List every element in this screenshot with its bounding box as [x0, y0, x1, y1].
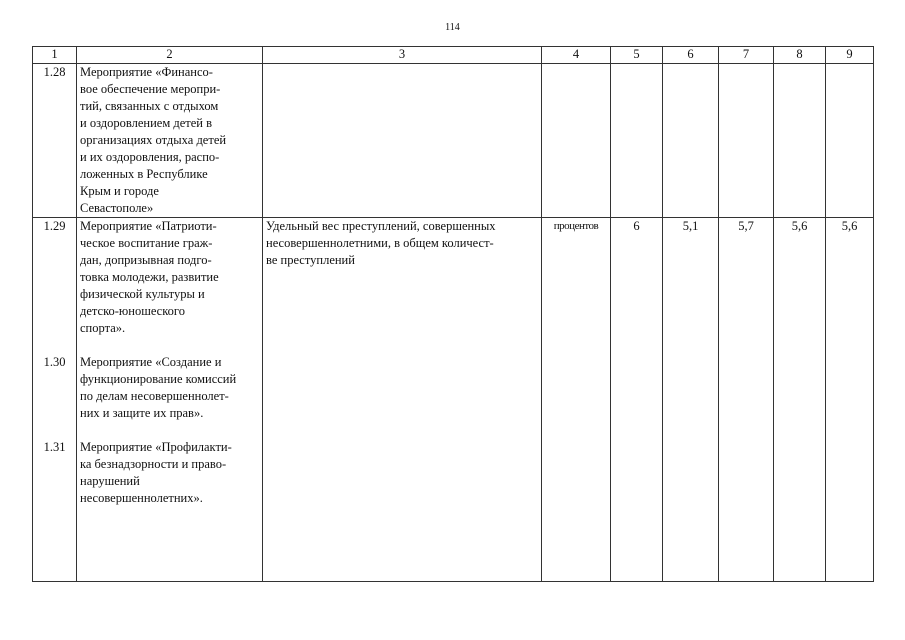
unit-cell: процентов — [542, 218, 611, 582]
row-number: 1.31 — [43, 440, 66, 454]
value-cell-8: 5,6 — [774, 218, 826, 582]
value-cell-9: 5,6 — [826, 218, 874, 582]
indicator-name — [263, 64, 542, 218]
column-header: 5 — [611, 47, 663, 64]
value-cell-8 — [774, 64, 826, 218]
column-header: 7 — [719, 47, 774, 64]
value-cell-7: 5,7 — [719, 218, 774, 582]
table-row — [33, 64, 874, 218]
column-header: 6 — [663, 47, 719, 64]
event-name: Мероприятие «Патриоти- ческое воспитание граж- дан, допризывная подго- товка молодежи, развитие физической культуры и детско-юношеского спорта». — [80, 219, 219, 335]
column-header: 8 — [774, 47, 826, 64]
column-header: 3 — [263, 47, 542, 64]
column-header-row — [33, 47, 874, 64]
page-number: 114 — [445, 22, 460, 33]
column-header: 1 — [33, 47, 77, 64]
value-cell-7 — [719, 64, 774, 218]
value-cell-5: 6 — [611, 218, 663, 582]
column-header: 9 — [826, 47, 874, 64]
row-number: 1.28 — [33, 64, 77, 218]
unit-cell — [542, 64, 611, 218]
indicator-table — [32, 46, 874, 582]
table-row — [33, 218, 874, 582]
event-name: Мероприятие «Профилакти- ка безнадзорности и право- нарушений несовершеннолетних». — [80, 440, 232, 505]
event-name: Мероприятие «Создание и функционирование комиссий по делам несовершеннолет- них и защите их прав». — [80, 355, 237, 420]
value-cell-6: 5,1 — [663, 218, 719, 582]
event-name: Мероприятие «Финансо- вое обеспечение меропри- тий, связанных с отдыхом и оздоровлением детей в организациях отдыха детей и их оздоровления, распо- ложенных в Республике Крым и городе Севастополе» — [77, 64, 263, 218]
indicator-name: Удельный вес преступлений, совершенных несовершеннолетними, в общем количест- ве преступлений — [263, 218, 542, 582]
column-header: 2 — [77, 47, 263, 64]
event-cell — [77, 218, 263, 582]
row-number-cell — [33, 218, 77, 582]
row-number: 1.29 — [43, 219, 66, 233]
value-cell-6 — [663, 64, 719, 218]
value-cell-9 — [826, 64, 874, 218]
value-cell-5 — [611, 64, 663, 218]
column-header: 4 — [542, 47, 611, 64]
row-number: 1.30 — [43, 355, 66, 369]
